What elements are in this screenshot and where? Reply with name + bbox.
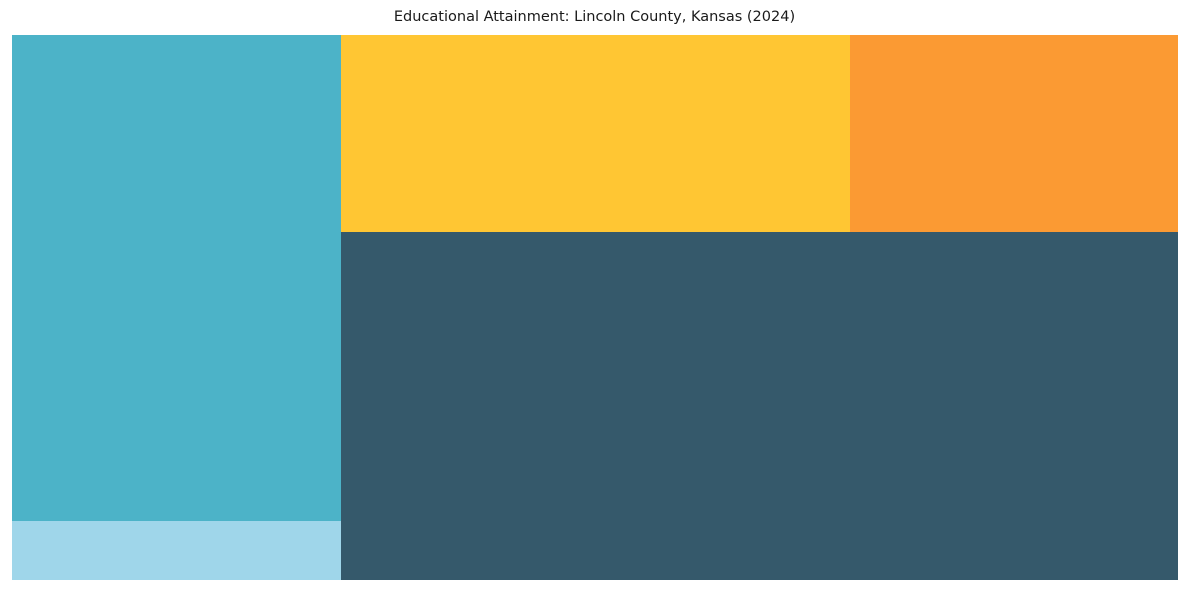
treemap-plot-area [12,35,1178,580]
treemap-tile-less-than-high-school[interactable] [12,521,341,580]
chart-title: Educational Attainment: Lincoln County, Kansas (2024) [393,9,796,25]
treemap-tile-associates-degree[interactable] [850,35,1178,232]
treemap-tile-some-college[interactable] [12,35,341,521]
treemap-tile-high-school-graduate[interactable] [341,232,1178,580]
treemap-tile-bachelors-degree[interactable] [341,35,851,232]
